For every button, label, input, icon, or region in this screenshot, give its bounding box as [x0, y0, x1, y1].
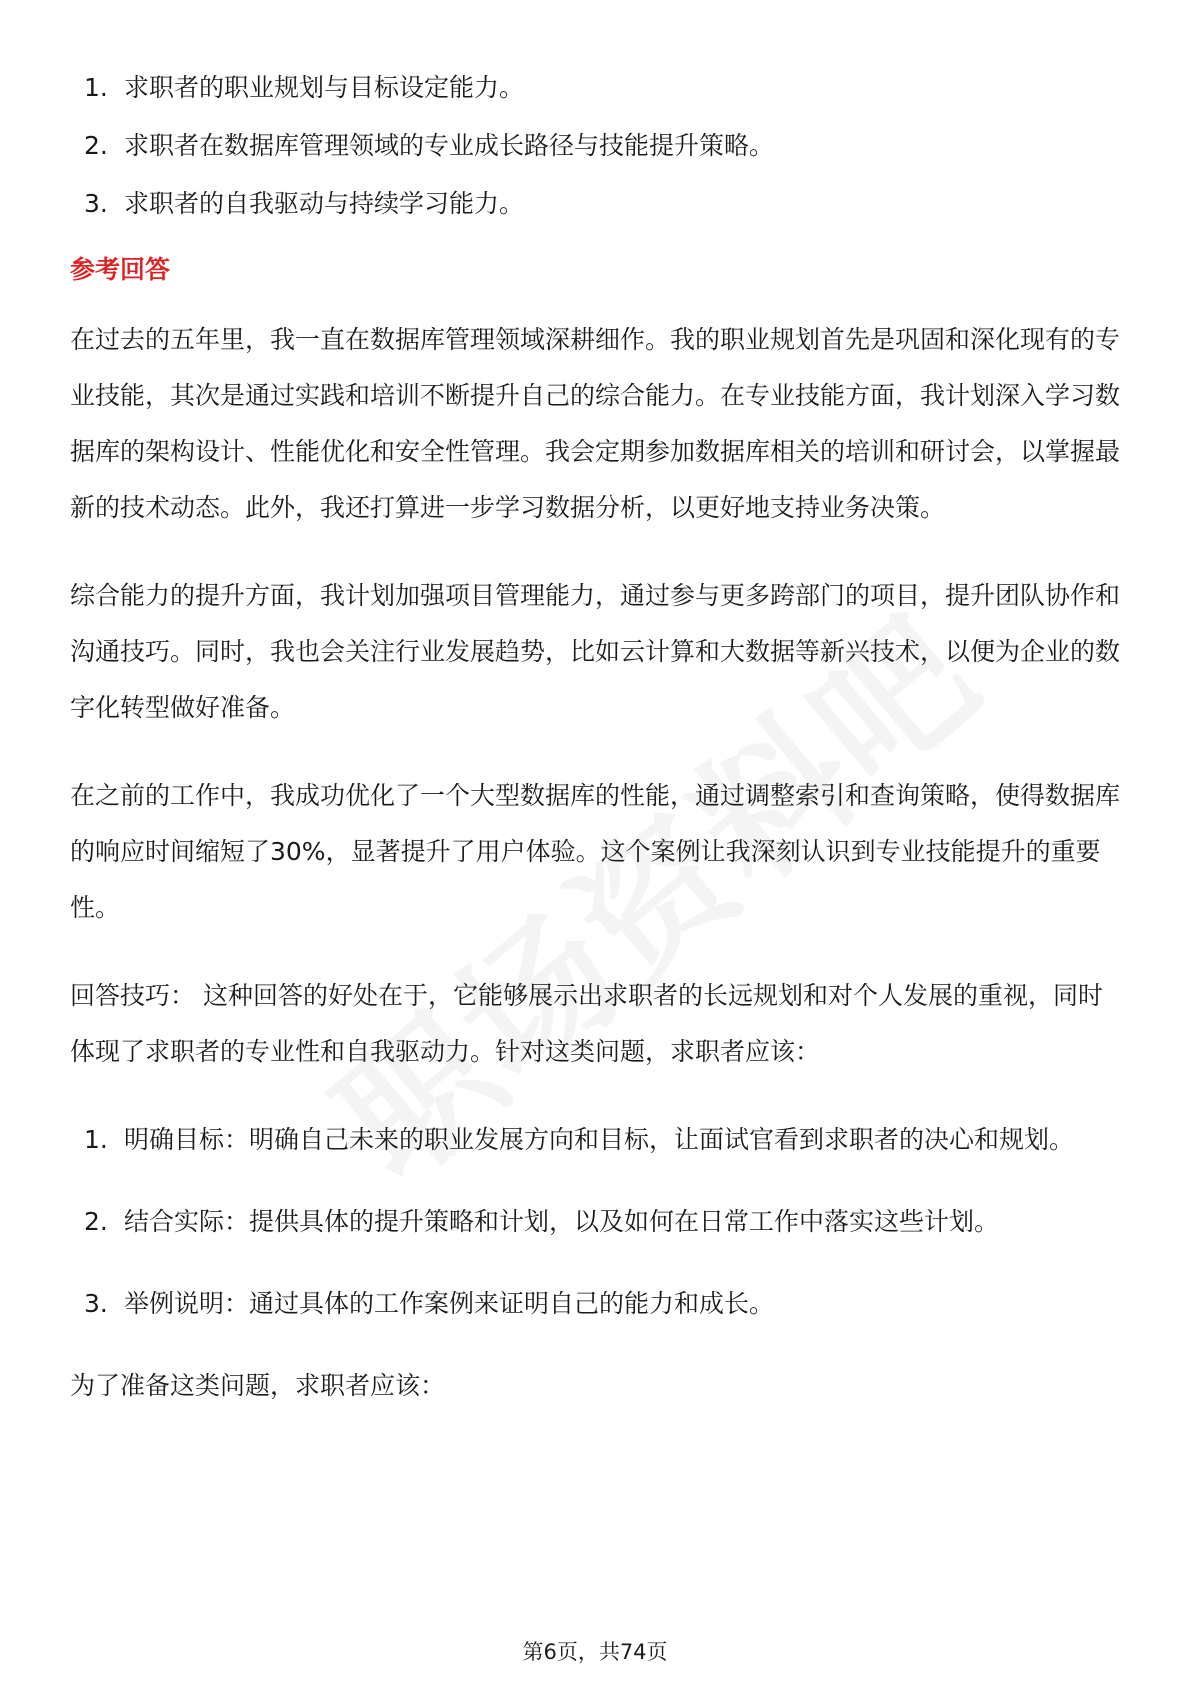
page-content [70, 60, 1120, 1446]
list-text: 求职者在数据库管理领域的专业成长路径与技能提升策略。 [124, 131, 775, 160]
tips-intro-paragraph: 回答技巧： 这种回答的好处在于，它能够展示出求职者的长远规划和对个人发展的重视，同时体现了求职者的专业性和自我驱动力。针对这类问题，求职者应该： [70, 981, 1103, 1066]
answer-heading: 参考回答 [70, 255, 171, 284]
list-number: 1. [84, 1125, 108, 1154]
list-item [70, 1276, 1120, 1332]
list-number: 2. [84, 1207, 108, 1236]
paragraph: 综合能力的提升方面，我计划加强项目管理能力，通过参与更多跨部门的项目，提升团队协作和沟通技巧。同时，我也会关注行业发展趋势，比如云计算和大数据等新兴技术，以便为企业的数字化转型做好准备。 [70, 581, 1121, 722]
list-item [70, 60, 1120, 116]
intro-list [70, 60, 1120, 232]
list-text: 求职者的职业规划与目标设定能力。 [124, 73, 525, 102]
paragraph: 在之前的工作中，我成功优化了一个大型数据库的性能，通过调整索引和查询策略，使得数据库的响应时间缩短了30%，显著提升了用户体验。这个案例让我深刻认识到专业技能提升的重要性。 [70, 781, 1121, 922]
list-item [70, 1194, 1120, 1250]
closing-paragraph: 为了准备这类问题，求职者应该： [70, 1371, 446, 1400]
list-text: 求职者的自我驱动与持续学习能力。 [124, 189, 525, 218]
paragraph: 在过去的五年里，我一直在数据库管理领域深耕细作。我的职业规划首先是巩固和深化现有的专业技能，其次是通过实践和培训不断提升自己的综合能力。在专业技能方面，我计划深入学习数据库的架构设计、性能优化和安全性管理。我会定期参加数据库相关的培训和研讨会，以掌握最新的技术动态。此外，我还打算进一步学习数据分析，以更好地支持业务决策。 [70, 325, 1121, 522]
list-item [70, 118, 1120, 174]
list-text: 举例说明：通过具体的工作案例来证明自己的能力和成长。 [124, 1289, 775, 1318]
list-item [70, 1112, 1120, 1168]
tips-list [70, 1112, 1120, 1332]
list-item [70, 176, 1120, 232]
list-text: 明确目标：明确自己未来的职业发展方向和目标，让面试官看到求职者的决心和规划。 [124, 1125, 1075, 1154]
list-number: 1. [84, 73, 108, 102]
page-number-footer: 第6页，共74页 [522, 1640, 668, 1664]
list-number: 3. [84, 189, 108, 218]
list-number: 3. [84, 1289, 108, 1318]
list-number: 2. [84, 131, 108, 160]
list-text: 结合实际：提供具体的提升策略和计划，以及如何在日常工作中落实这些计划。 [124, 1207, 1000, 1236]
